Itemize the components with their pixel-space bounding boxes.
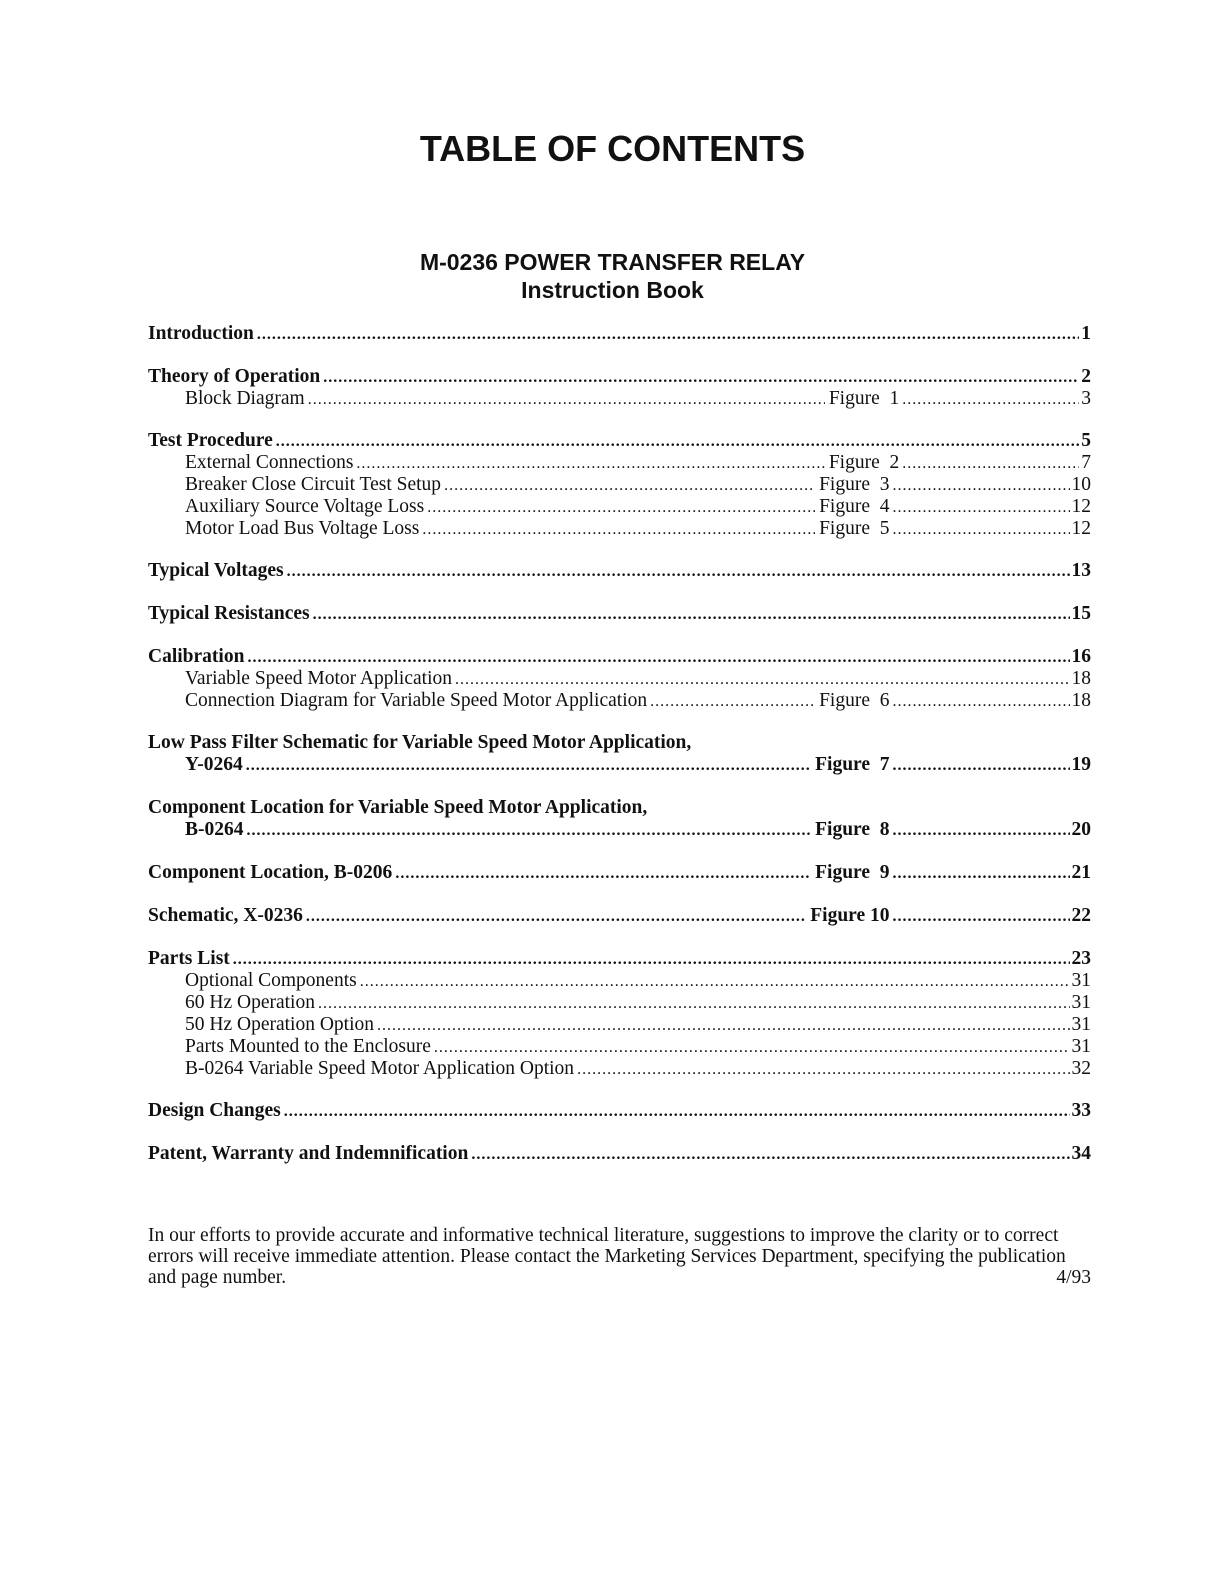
toc-entry-page: 3	[1081, 388, 1091, 409]
book-type: Instruction Book	[521, 277, 704, 303]
toc-entry-figure: Figure 4	[819, 496, 890, 517]
toc-entry	[185, 1057, 1091, 1081]
toc-entry	[148, 947, 1091, 971]
toc-entry	[185, 969, 1091, 993]
toc-entry-figure: Figure 7	[815, 754, 890, 775]
toc-entry-label: Block Diagram	[185, 388, 305, 409]
toc-entry	[185, 451, 1091, 475]
product-name: M-0236 POWER TRANSFER RELAY	[419, 249, 806, 275]
toc-entry	[148, 861, 1091, 885]
toc-entry-page: 13	[1071, 560, 1091, 581]
toc-entry-figure: Figure 8	[815, 819, 890, 840]
dot-leader	[284, 1100, 1070, 1124]
toc-entry-label: Theory of Operation	[148, 366, 321, 387]
toc-entry-label: Component Location, B-0206	[148, 862, 393, 883]
dot-leader	[313, 603, 1070, 627]
toc-entry-page: 31	[1071, 992, 1091, 1013]
toc-entry	[185, 1013, 1091, 1037]
toc-entry-page: 18	[1071, 668, 1091, 689]
toc-entry	[185, 689, 1091, 713]
toc-entry-label: 50 Hz Operation Option	[185, 1014, 375, 1035]
toc-entry-page: 12	[1071, 496, 1091, 517]
toc-entry-figure: Figure 3	[819, 474, 890, 495]
toc-entry	[185, 818, 1091, 842]
toc-entry	[148, 1142, 1091, 1166]
dot-leader	[650, 690, 815, 714]
toc-entry-page: 19	[1071, 754, 1091, 775]
toc-entry	[148, 365, 1091, 389]
toc-entry	[148, 602, 1091, 626]
toc-entry-page: 32	[1071, 1058, 1091, 1079]
toc-entry-page: 16	[1071, 646, 1091, 667]
toc-entry-page: 12	[1071, 518, 1091, 539]
toc-entry-label: Calibration	[148, 646, 245, 667]
toc-entry-label: Y-0264	[185, 754, 243, 775]
toc-entry-label: Optional Components	[185, 970, 357, 991]
toc-entry	[148, 904, 1091, 928]
toc-entry	[148, 322, 1091, 346]
toc-entry-label: Schematic, X-0236	[148, 905, 303, 926]
dot-leader	[422, 518, 815, 542]
toc-entry-page: 20	[1071, 819, 1091, 840]
dot-leader	[308, 388, 825, 412]
dot-leader	[902, 388, 1079, 412]
toc-entry	[185, 991, 1091, 1015]
toc-entry-page: 2	[1081, 366, 1091, 387]
dot-leader	[893, 819, 1070, 843]
dot-leader	[893, 518, 1070, 542]
dot-leader	[577, 1058, 1069, 1082]
toc-entry-page: 21	[1071, 862, 1091, 883]
toc-entry-label: Typical Voltages	[148, 560, 284, 581]
toc-entry-label: Variable Speed Motor Application	[185, 668, 452, 689]
toc-entry-page: 18	[1071, 690, 1091, 711]
toc-entry	[148, 645, 1091, 669]
dot-leader	[247, 819, 812, 843]
dot-leader	[287, 560, 1070, 584]
dot-leader	[893, 754, 1070, 778]
toc-entry-label: Motor Load Bus Voltage Loss	[185, 518, 420, 539]
toc-entry-label: Introduction	[148, 323, 254, 344]
toc-entry	[185, 473, 1091, 497]
toc-entry	[185, 1035, 1091, 1059]
toc-entry	[148, 796, 1091, 820]
toc-entry	[148, 559, 1091, 583]
toc-entry-label: Design Changes	[148, 1100, 281, 1121]
page-title: TABLE OF CONTENTS	[419, 128, 806, 169]
toc-entry-page: 34	[1071, 1143, 1091, 1164]
toc-entry-label: Component Location for Variable Speed Motor Application,	[148, 797, 648, 818]
toc-entry-label: B-0264	[185, 819, 244, 840]
toc-entry-page: 15	[1071, 603, 1091, 624]
toc-entry-page: 1	[1081, 323, 1091, 344]
toc-entry-figure: Figure 9	[815, 862, 890, 883]
toc-entry-page: 31	[1071, 1014, 1091, 1035]
toc-entry	[148, 731, 1091, 755]
toc-entry-label: Patent, Warranty and Indemnification	[148, 1143, 469, 1164]
dot-leader	[246, 754, 811, 778]
footer-note: In our efforts to provide accurate and informative technical literature, suggestions to improve the clarity or to correct errors will receive immediate attention. Please contact the Marketing Services Department, specifying the publication and page number.	[148, 1225, 1066, 1288]
toc-entry-label: Low Pass Filter Schematic for Variable Speed Motor Application,	[148, 732, 692, 753]
dot-leader	[257, 323, 1079, 347]
toc-entry	[185, 495, 1091, 519]
dot-leader	[893, 690, 1070, 714]
toc-entry	[148, 1099, 1091, 1123]
toc-entry-label: External Connections	[185, 452, 354, 473]
toc-entry-figure: Figure 6	[819, 690, 890, 711]
toc-entry-figure: Figure 10	[810, 905, 890, 926]
toc-entry-page: 22	[1071, 905, 1091, 926]
dot-leader	[471, 1143, 1069, 1167]
toc-entry-figure: Figure 2	[828, 452, 900, 473]
toc-entry-figure: Figure 5	[819, 518, 890, 539]
toc-entry-label: Typical Resistances	[148, 603, 310, 624]
toc-entry-label: Auxiliary Source Voltage Loss	[185, 496, 425, 517]
toc-entry-page: 10	[1071, 474, 1091, 495]
toc-entry	[185, 667, 1091, 691]
toc-entry-label: 60 Hz Operation	[185, 992, 315, 1013]
revision-date: 4/93	[1056, 1267, 1091, 1288]
dot-leader	[306, 905, 806, 929]
toc-entry	[185, 387, 1091, 411]
toc-entry	[185, 517, 1091, 541]
toc-entry-label: Breaker Close Circuit Test Setup	[185, 474, 442, 495]
toc-entry-page: 5	[1081, 430, 1091, 451]
toc-entry-page: 31	[1071, 970, 1091, 991]
toc-entry-label: Parts Mounted to the Enclosure	[185, 1036, 431, 1057]
dot-leader	[893, 905, 1070, 929]
toc-entry-label: Test Procedure	[148, 430, 273, 451]
dot-leader	[395, 862, 811, 886]
toc-entry-label: Connection Diagram for Variable Speed Motor Application	[185, 690, 648, 711]
toc-entry-figure: Figure 1	[828, 388, 900, 409]
toc-entry-page: 23	[1071, 948, 1091, 969]
toc-entry-label: Parts List	[148, 948, 230, 969]
toc-entry-page: 33	[1071, 1100, 1091, 1121]
toc-entry	[185, 753, 1091, 777]
toc-entry-label: B-0264 Variable Speed Motor Application Option	[185, 1058, 575, 1079]
dot-leader	[893, 862, 1070, 886]
toc-entry	[148, 429, 1091, 453]
toc-entry-page: 7	[1081, 452, 1091, 473]
toc-entry-page: 31	[1071, 1036, 1091, 1057]
